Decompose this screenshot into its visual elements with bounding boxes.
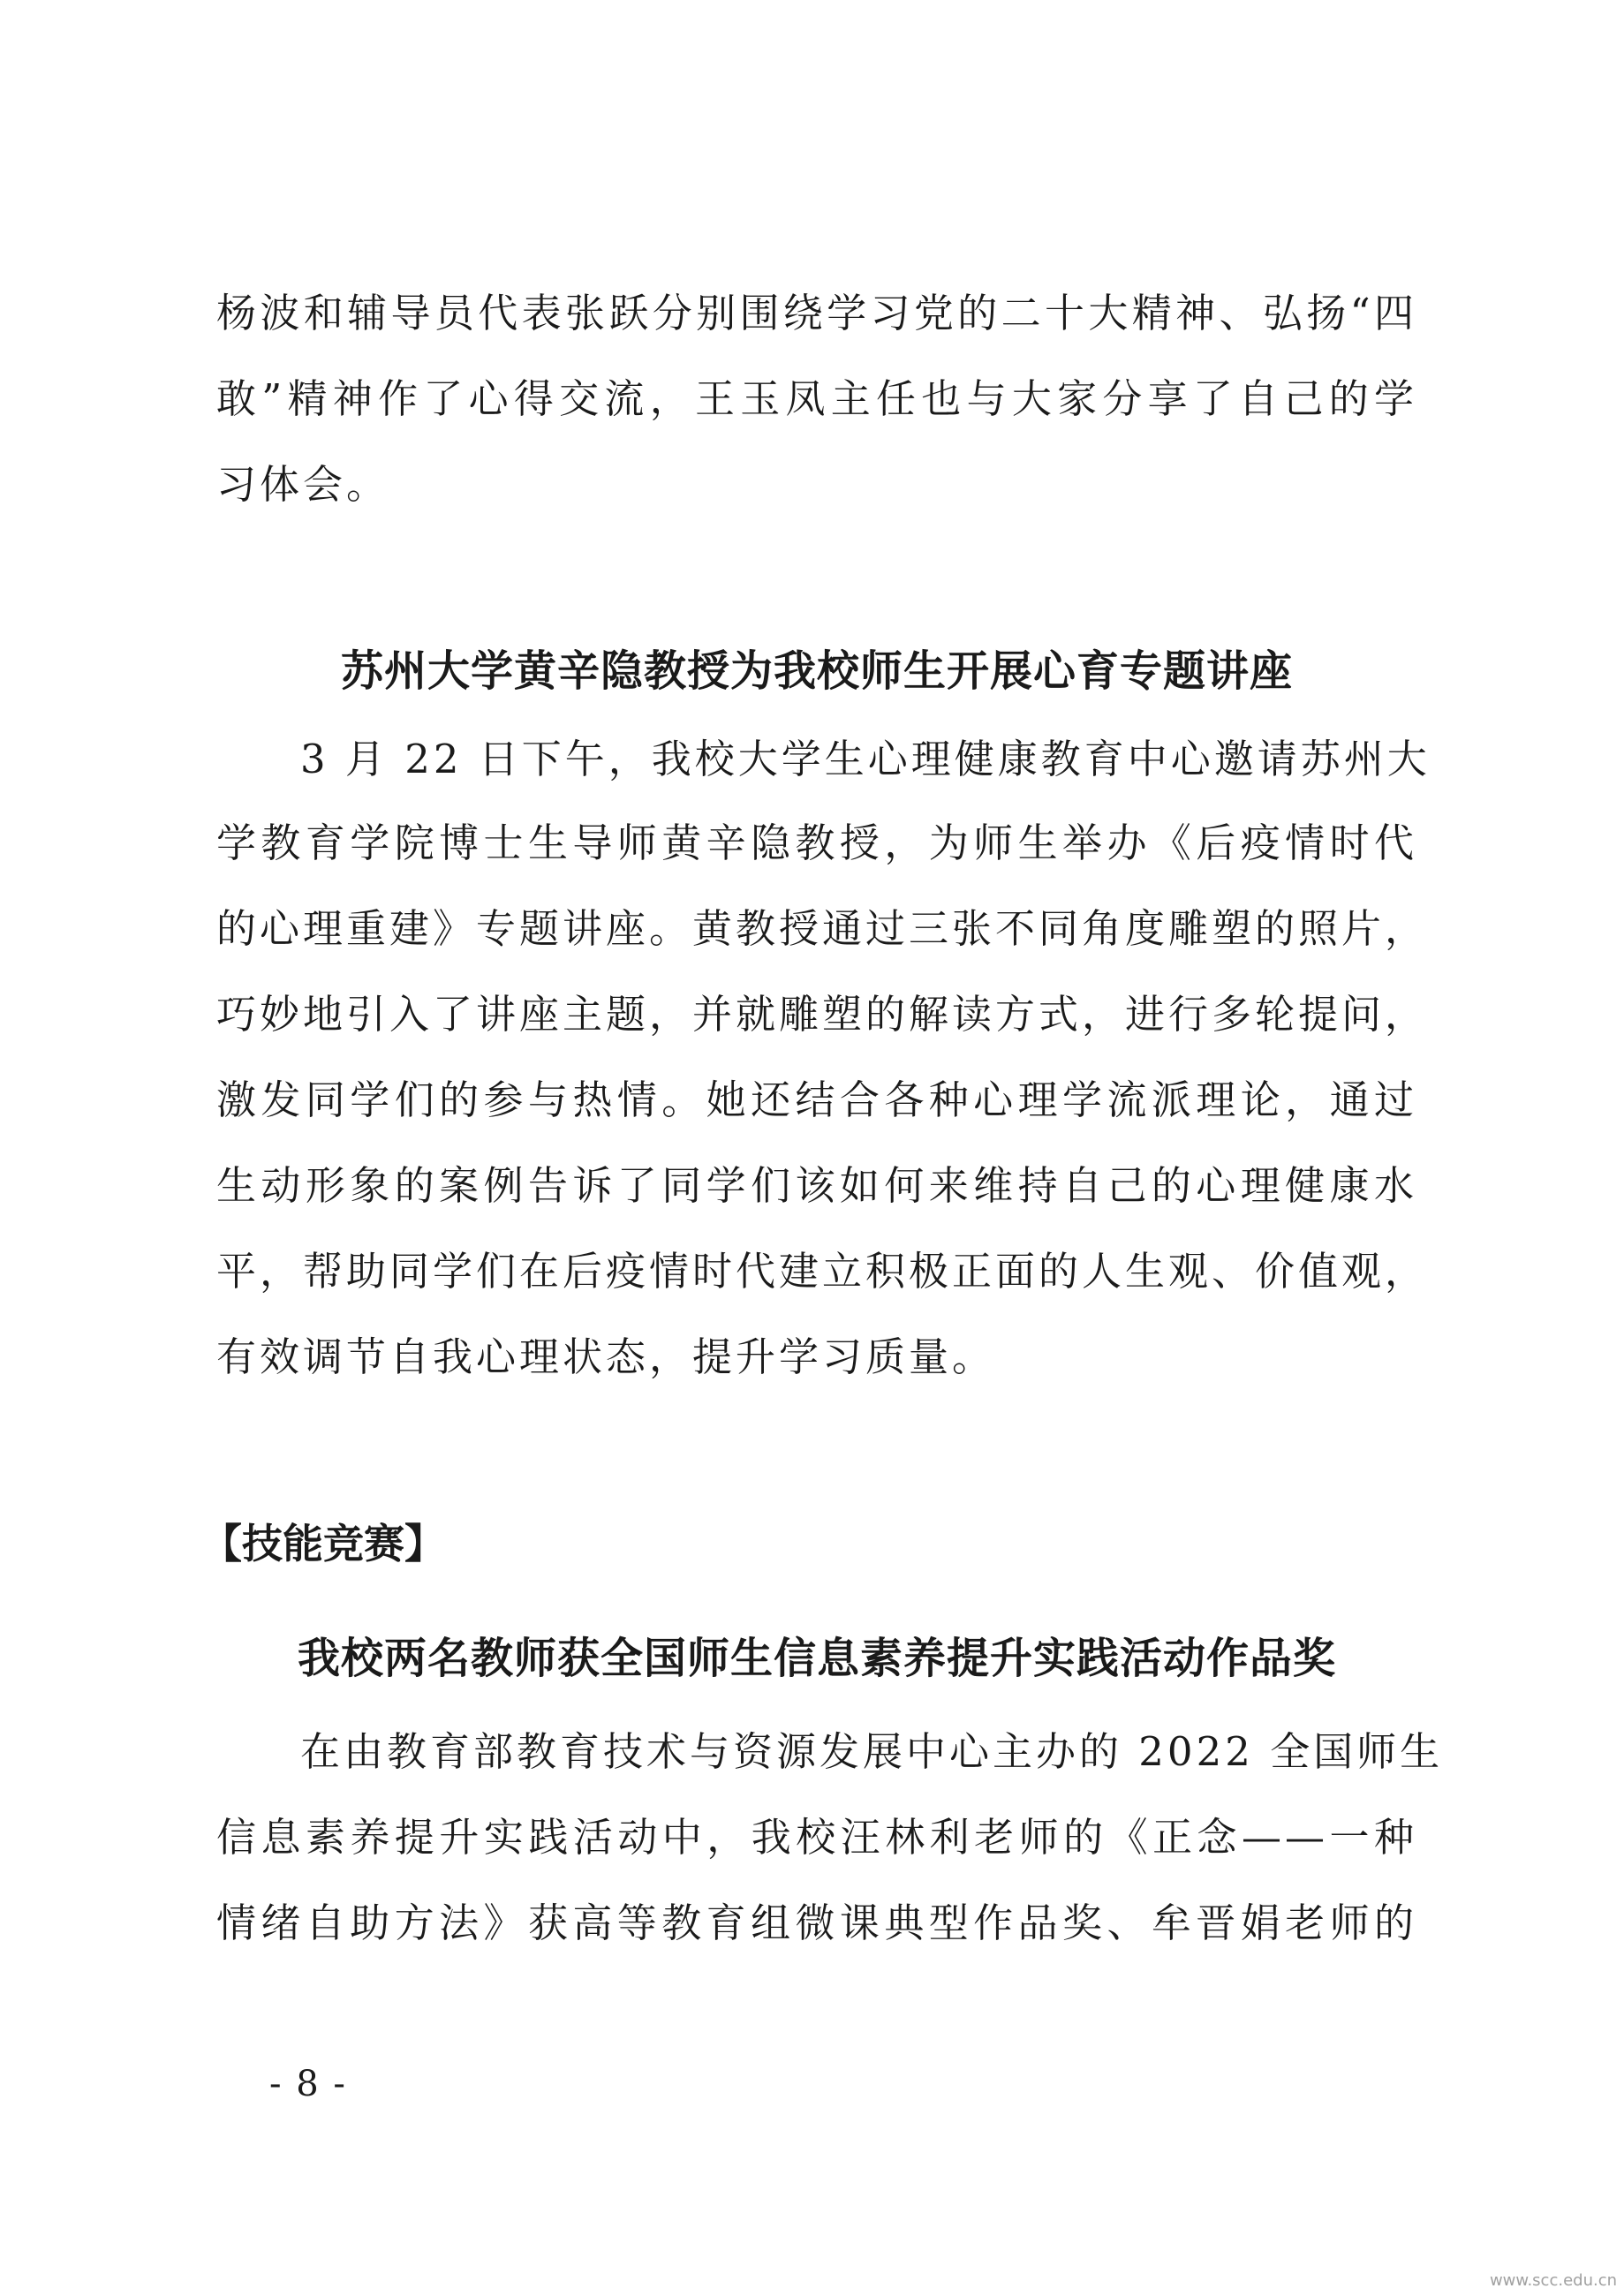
- paragraph-line: 习体会。: [216, 461, 390, 508]
- paragraph-line: 杨波和辅导员代表张跃分别围绕学习党的二十大精神、弘扬“四: [216, 290, 1417, 336]
- paragraph-line: 在由教育部教育技术与资源发展中心主办的 2022 全国师生: [300, 1728, 1444, 1775]
- paragraph-line: 学教育学院博士生导师黄辛隐教授，为师生举办《后疫情时代: [216, 819, 1417, 866]
- paragraph-line: 生动形象的案例告诉了同学们该如何来维持自己的心理健康水: [216, 1162, 1417, 1209]
- article-title-lecture: 苏州大学黄辛隐教授为我校师生开展心育专题讲座: [340, 646, 1293, 696]
- paragraph-line: 3 月 22 日下午，我校大学生心理健康教育中心邀请苏州大: [300, 736, 1431, 782]
- watermark: www.scc.edu.cn: [1489, 2271, 1617, 2290]
- paragraph-line: 信息素养提升实践活动中，我校汪林利老师的《正念——一种: [216, 1814, 1417, 1861]
- article-title-award: 我校两名教师获全国师生信息素养提升实践活动作品奖: [297, 1634, 1336, 1683]
- paragraph-line: 情绪自助方法》获高等教育组微课典型作品奖、牟晋娟老师的: [216, 1899, 1417, 1946]
- section-label-skills-competition: 【技能竞赛】: [201, 1520, 445, 1567]
- paragraph-line: 激发同学们的参与热情。她还结合各种心理学流派理论，通过: [216, 1076, 1417, 1123]
- page-number: - 8 -: [269, 2064, 347, 2104]
- paragraph-line: 有效调节自我心理状态，提升学习质量。: [216, 1333, 996, 1380]
- paragraph-line: 巧妙地引入了讲座主题，并就雕塑的解读方式，进行多轮提问，: [216, 991, 1429, 1038]
- paragraph-line: 的心理重建》专题讲座。黄教授通过三张不同角度雕塑的照片，: [216, 905, 1429, 952]
- paragraph-line: 平，帮助同学们在后疫情时代建立积极正面的人生观、价值观，: [216, 1248, 1429, 1295]
- paragraph-line: 敢”精神作了心得交流，王玉凤主任也与大家分享了自己的学: [216, 375, 1417, 422]
